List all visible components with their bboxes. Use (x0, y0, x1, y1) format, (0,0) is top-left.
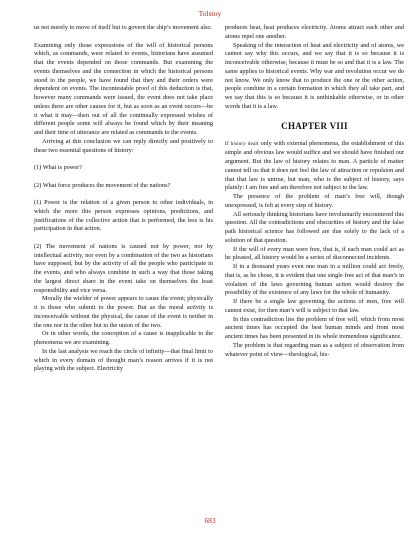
answer-one: (1) Power is the relation of a given person to other individuals, in which the more this person expresses opinions, predictions, and justifications of the collective action that is performed, the less is his participation in that action. (34, 199, 213, 233)
paragraph: us not merely to move of itself but to govern the ship’s movement also. (34, 24, 213, 31)
opening-text: only with external phenomena, the establishment of this simple and obvious law would suffice and we should have finished our argument. But the law of history relates to man. A particle of matter cannot tell us that it does not feel the law of attraction or repulsion and that that law is untrue, but man, who is the subject of history, says plainly: I am free and am therefore not subject to the law. (225, 139, 404, 192)
paragraph: produces heat, heat produces electricity. Atoms attract each other and atoms repel one another. (225, 24, 404, 40)
paragraph: Or in other words, the conception of a cause is inapplicable to the phenomena we are examining. (34, 330, 213, 346)
small-caps-lead: If history dealt (225, 141, 259, 147)
right-column (225, 24, 404, 359)
paragraph: If there be a single law governing the actions of men, free will cannot exist, for then man’s will is subject to that law. (225, 298, 404, 314)
paragraph: The presence of the problem of man’s free will, though unexpressed, is felt at every step of history. (225, 193, 404, 209)
chapter-opening-paragraph (225, 140, 404, 194)
paragraph: If the will of every man were free, that is, if each man could act as he pleased, all history would be a series of disconnected incidents. (225, 245, 404, 262)
paragraph: Speaking of the interaction of heat and electricity and of atoms, we cannot say why this occurs, and we say that it is so because it is inconceivable otherwise, because it must be so and that it is a law. The same applies to historical events. Why war and revolution occur we do not know. We only know that to produce the one or the other action, people combine in a certain formation in which they all take part, and we say that this is so because it is unthinkable otherwise, or in other words that it is a law. (225, 41, 404, 110)
paragraph: Arriving at this conclusion we can reply directly and positively to these two essential questions of history: (34, 137, 213, 154)
chapter-heading: CHAPTER VIII (281, 120, 348, 131)
paragraph: If in a thousand years even one man in a million could act freely, that is, as he chose, it is evident that one single free act of that man’s in violation of the laws governing human action would destroy the possibility of the existence of any laws for the whole of humanity. (225, 263, 404, 297)
paragraph: All seriously thinking historians have involuntarily encountered this question. All the contradictions and obscurities of history and the false path historical science has followed are due solely to the lack of a solution of that question. (225, 210, 404, 244)
question-one: (1) What is power? (34, 164, 82, 171)
paragraph: The problem is that regarding man as a subject of observation from whatever point of view—theological, his- (225, 341, 404, 358)
page-number: 683 (204, 516, 216, 525)
paragraph: In the last analysis we reach the circle of infinity—that final limit to which in every domain of thought man’s reason arrives if it is not playing with the subject. Electricity (34, 347, 213, 373)
answer-two: (2) The movement of nations is caused not by power, nor by intellectual activity, nor even by a combination of the two as historians have supposed, but by the activity of all the people who participate in the events, and who always combine in such a way that those taking the largest direct share in the event take on themselves the least responsibility and vice versa. (34, 242, 213, 294)
running-head: Tolstoy (198, 9, 222, 18)
left-column (34, 24, 213, 374)
paragraph: In this contradiction lies the problem of free will, which from most ancient times has occupied the best human minds and from most ancient times has been presented in its whole tremendous significance. (225, 315, 404, 340)
question-two: (2) What force produces the movement of the nations? (34, 181, 171, 189)
paragraph: Morally the wielder of power appears to cause the event; physically it is those who submit to the power. But as the moral activity is inconceivable without the physical, the cause of the event is neither in the one nor in the other but in the union of the two. (34, 295, 213, 329)
paragraph: Examining only those expressions of the will of historical persons which, as commands, were related to events, historians have assumed that the events depended on those commands. But examining the events themselves and the connection in which the historical persons stood to the people, we have found that they and their orders were dependent on events. The incontestable proof of this deduction is that, however many commands were issued, the event does not take place unless there are other causes for it, but as soon as an event occurs—be it what it may—then out of all the continually expressed wishes of different people some will always be found which by their meaning and their time of utterance are related as commands to the events. (34, 41, 213, 136)
